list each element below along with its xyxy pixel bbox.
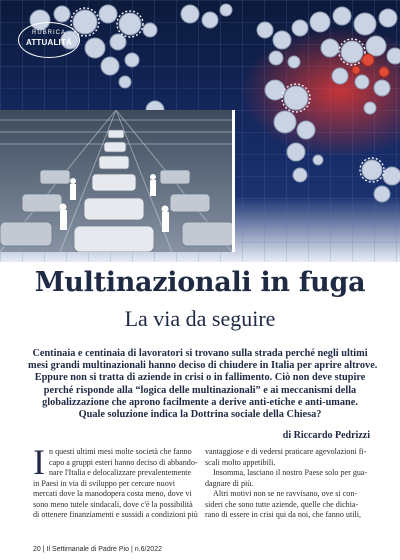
body-line: Altri motivi non se ne ravvisano, ove si con- [213,489,358,498]
body-line: vantaggiose e di vedersi praticare agevolazioni fi- [205,447,367,456]
factory-photo [0,110,235,252]
article-subtitle: La via da seguire [124,306,276,331]
body-line: Insomma, lasciano il nostro Paese solo per gua- [213,468,368,477]
lead-line: Eppure non si tratta di aziende in crisi o in fallimento. Ciò non deve stupire [34,372,366,384]
magazine-name: Il Settimanale di Padre Pio [46,546,130,553]
car-assembly-line-illustration [0,110,232,252]
lead-line: Centinaia e centinaia di lavoratori si trovano sulla strada perché negli ultimi [32,348,368,359]
lead-line: mesi grandi multinazionali hanno deciso di chiudere in Italia per aprire altrove. [28,360,378,372]
drop-cap: I [33,442,45,482]
body-line: n questi ultimi mesi molte società che fanno [49,447,192,456]
body-line: sideri che sono tutte aziende, quelle che dichia- [205,499,359,509]
footer-separator: | [42,546,47,553]
body-line: dagnare di più. [205,478,254,488]
body-line: capo a gruppi esteri hanno deciso di abbando- [49,457,198,467]
section-badge [18,22,80,58]
footer-separator: | [130,546,135,553]
badge-top-text: RUBRICA [31,30,66,36]
body-line: scali molto appetibili. [205,457,276,467]
body-line: mercati dove la manodopera costa meno, dove vi [33,489,192,498]
body-column-right [205,447,377,521]
body-line: sono meno tutele sindacali, dove c'è la possibilità [33,499,193,509]
body-line: in Paesi in via di sviluppo per cercare nuovi [33,478,176,488]
badge-label: ATTUALITÀ [25,38,73,47]
lead-line: globalizzazione che aprono facilmente a derive anti-etiche e anti-umane. [42,396,358,408]
page-number: 20 [33,546,41,553]
lead-line: perché risponde alla “logica delle multinazionali” e ai meccanismi della [43,384,357,396]
page-footer [33,546,162,553]
body-line: nare l'Italia e delocalizzare prevalentemente [49,468,192,477]
body-column-left [33,442,205,521]
article-lead [28,348,378,421]
byline: di Riccardo Pedrizzi [282,430,370,441]
hero-image [0,0,400,262]
issue-number: n.6/2022 [134,546,162,553]
lead-line: Quale soluzione indica la Dottrina sociale della Chiesa? [78,409,322,421]
body-line: rano di essere in crisi qui da noi, che fanno utili, [205,510,361,519]
article-title: Multinazionali in fuga [34,267,366,298]
body-line: di ottenere finanziamenti e sussidi a condizioni più [33,510,198,519]
